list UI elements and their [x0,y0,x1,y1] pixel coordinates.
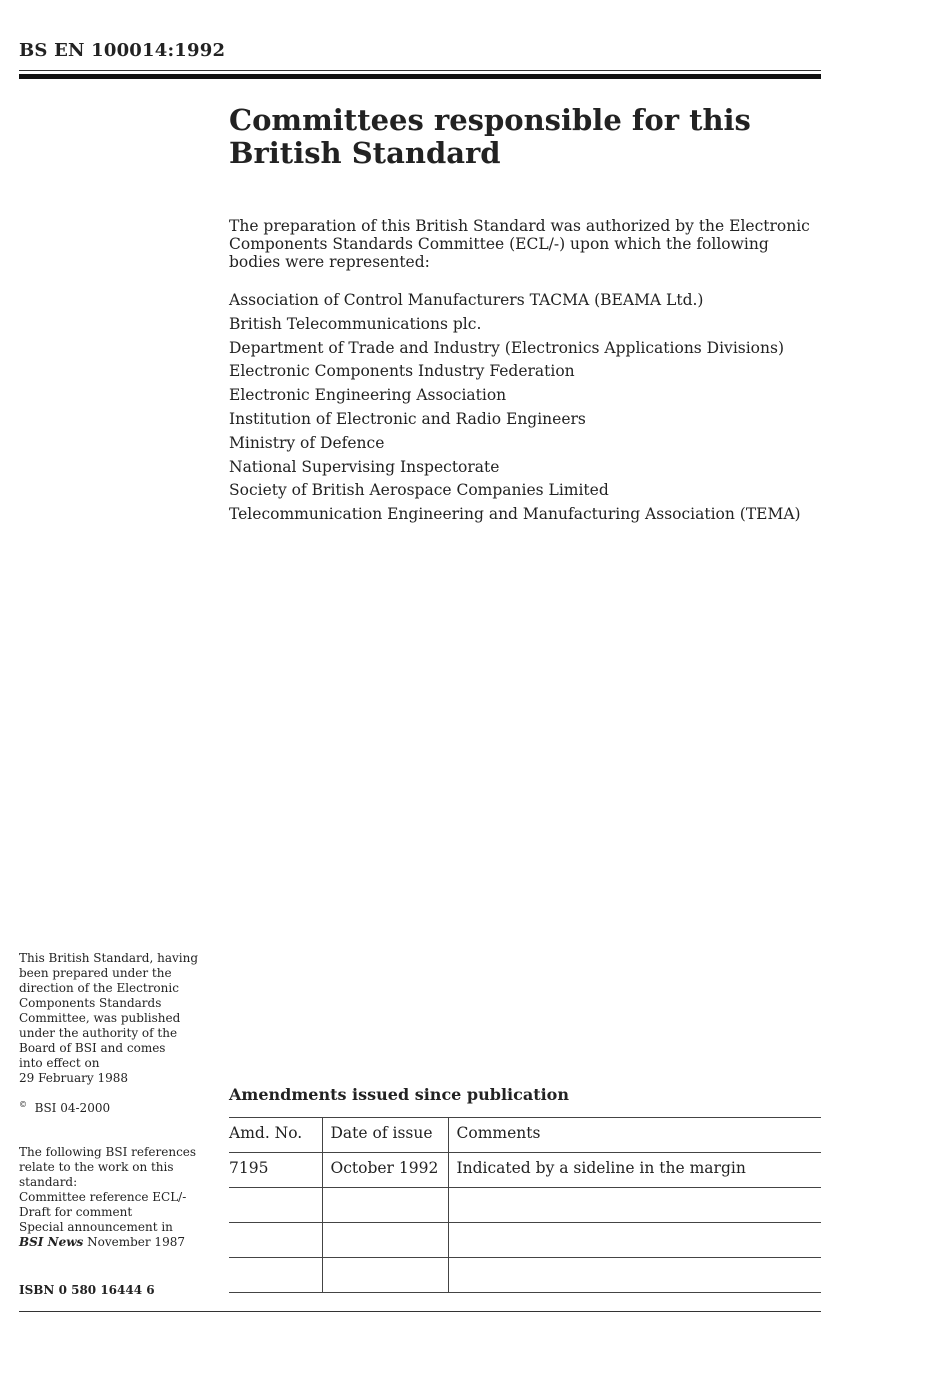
list-item: Electronic Components Industry Federation [229,362,575,381]
list-item: Society of British Aerospace Companies Limited [229,481,609,500]
table-cell [448,1188,821,1223]
column-header: Comments [448,1118,821,1153]
table-cell [322,1223,448,1258]
list-item: Ministry of Defence [229,433,385,452]
list-item: Institution of Electronic and Radio Engineers [229,409,586,428]
header-rule-thick [19,74,821,79]
table-row [229,1188,821,1223]
publication-note-line: Components Standards [19,996,162,1010]
table-cell [322,1188,448,1223]
references-line: standard: [19,1175,78,1189]
bsi-news-date: November 1987 [83,1235,185,1249]
column-header: Date of issue [322,1118,448,1153]
list-item: National Supervising Inspectorate [229,457,500,476]
bsi-news-name: BSI News [19,1235,84,1249]
table-cell [448,1258,821,1293]
publication-note-line: Committee, was published [19,1011,181,1025]
page-title-line-1: Committees responsible for this [229,103,751,137]
footer-rule [19,1311,821,1312]
copyright-notice [19,1101,214,1116]
column-header: Amd. No. [229,1118,322,1153]
amendments-table [229,1117,821,1293]
table-row [229,1258,821,1293]
represented-bodies-list [229,289,801,527]
table-cell: 7195 [229,1153,322,1188]
list-item: British Telecommunications plc. [229,314,482,333]
header-rule-thin [19,70,821,71]
list-item: Association of Control Manufacturers TACMA (BEAMA Ltd.) [229,291,704,309]
copyright-text: BSI 04-2000 [34,1101,111,1115]
publication-note-line: Board of BSI and comes [19,1041,166,1055]
publication-note-line: been prepared under the [19,966,172,980]
table-row [229,1223,821,1258]
page-title-line-2: British Standard [229,136,501,170]
table-cell: October 1992 [322,1153,448,1188]
list-item: Telecommunication Engineering and Manufacturing Association (TEMA) [229,505,801,524]
bsi-references [19,1145,214,1250]
references-line: relate to the work on this [19,1160,174,1174]
references-line: Special announcement in [19,1220,173,1234]
isbn: ISBN 0 580 16444 6 [19,1283,155,1297]
table-cell [229,1258,322,1293]
publication-note-line: into effect on [19,1056,100,1070]
amendments-title: Amendments issued since publication [229,1085,569,1104]
publication-note [19,951,214,1086]
publication-note-line: direction of the Electronic [19,981,179,995]
document-id: BS EN 100014:1992 [19,40,226,61]
table-row [229,1153,821,1188]
table-cell [229,1223,322,1258]
publication-note-line: 29 February 1988 [19,1071,129,1085]
table-cell [448,1223,821,1258]
table-cell [229,1188,322,1223]
copyright-symbol: © [19,1100,27,1109]
table-cell: Indicated by a sideline in the margin [448,1153,821,1188]
table-cell [322,1258,448,1293]
references-line [19,1235,214,1250]
references-line: The following BSI references [19,1145,197,1159]
list-item: Department of Trade and Industry (Electronics Applications Divisions) [229,338,785,357]
references-line: Draft for comment [19,1205,133,1219]
intro-paragraph: The preparation of this British Standard was authorized by the Electronic Components Standards Committee (ECL/-) upon which the following bodies were represented: [229,217,810,271]
list-item: Electronic Engineering Association [229,386,507,405]
references-line: Committee reference ECL/- [19,1190,187,1204]
table-header-row [229,1118,821,1153]
page-title [229,104,829,170]
publication-note-line: under the authority of the [19,1026,178,1040]
publication-note-line: This British Standard, having [19,951,199,965]
